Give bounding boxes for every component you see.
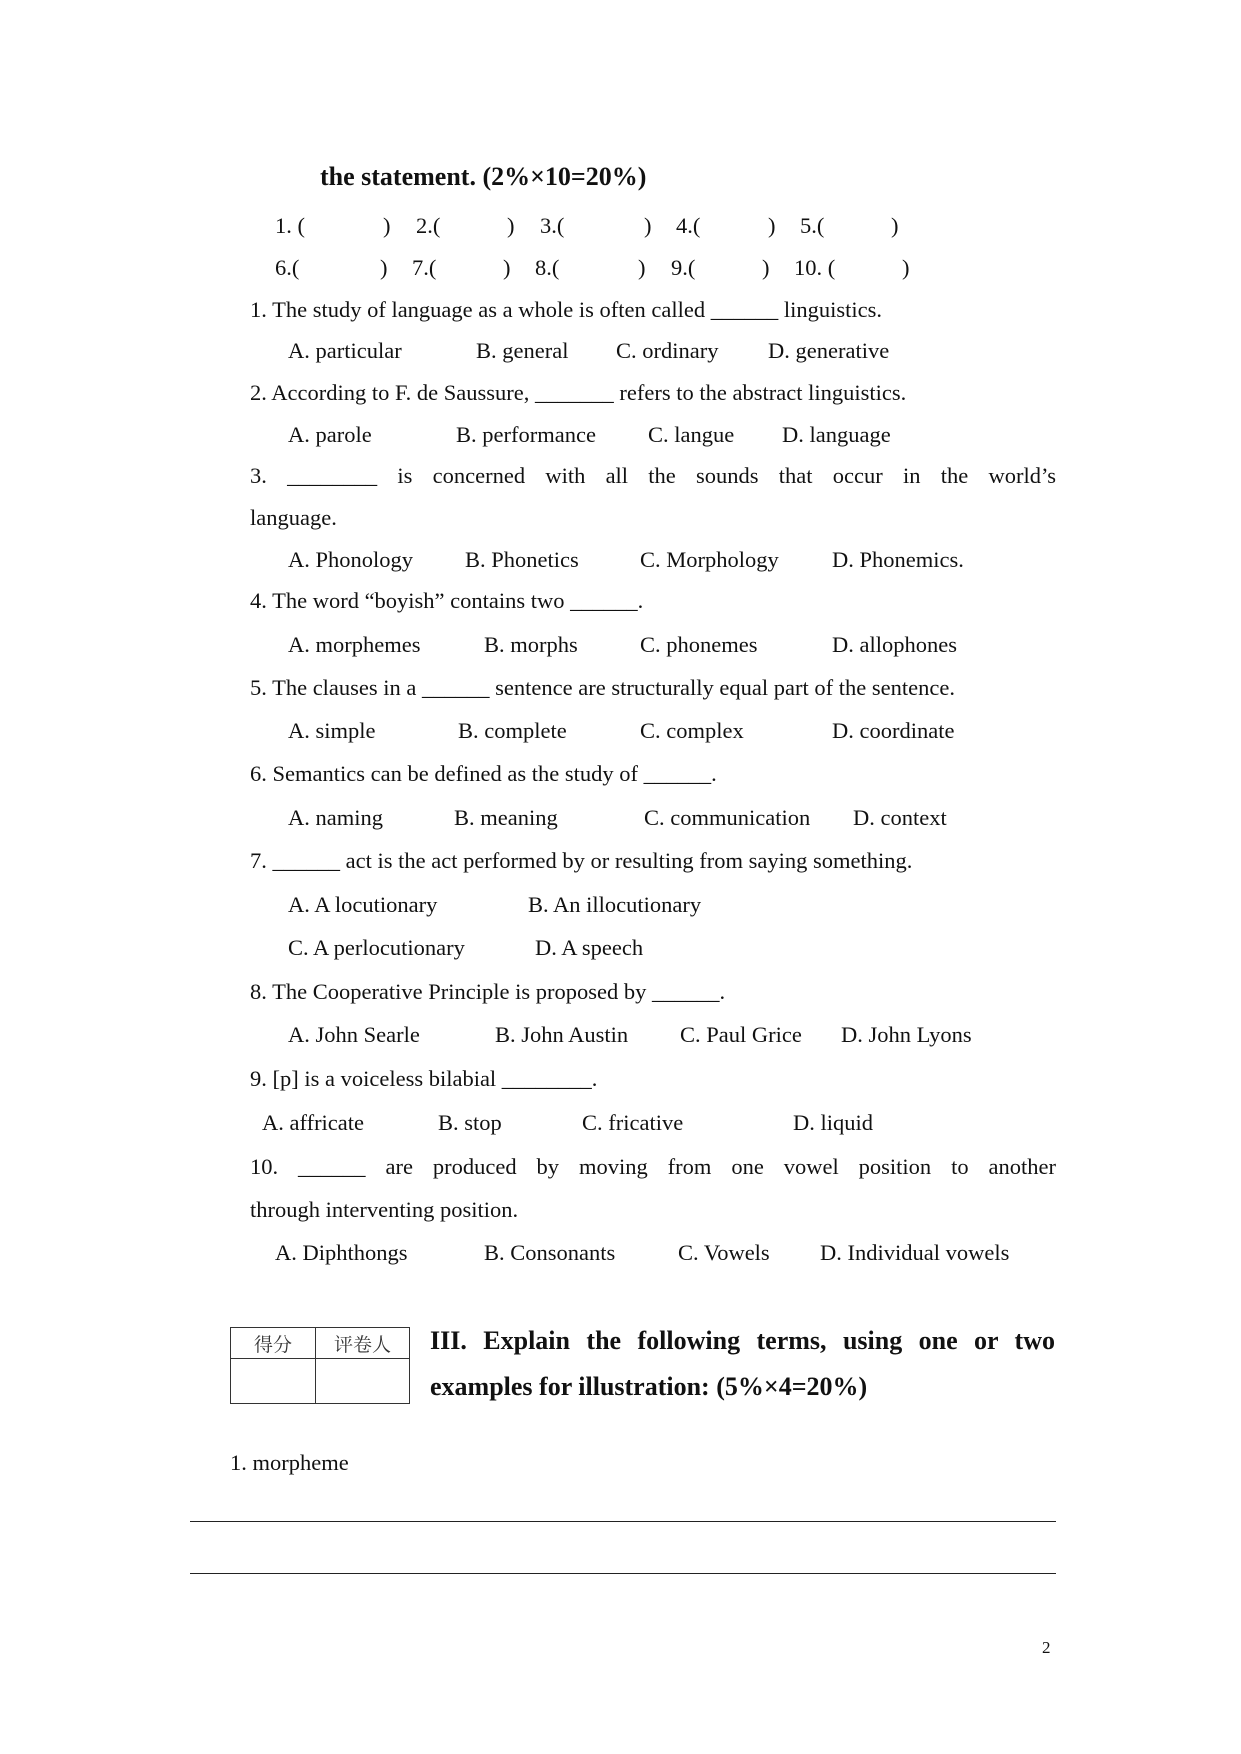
question-option: C. Vowels bbox=[678, 1240, 770, 1265]
question-stem: 8. The Cooperative Principle is proposed by ______. bbox=[250, 979, 726, 1004]
term-label: 1. morpheme bbox=[230, 1450, 349, 1475]
answer-blank-close: ) bbox=[762, 255, 770, 280]
answer-blank-label: 4.( bbox=[676, 213, 701, 238]
question-option: D. generative bbox=[768, 338, 890, 363]
question-stem: 4. The word “boyish” contains two ______. bbox=[250, 588, 644, 613]
grader-header: 评卷人 bbox=[316, 1328, 410, 1359]
question-option: A. particular bbox=[288, 338, 402, 363]
question-option: B. complete bbox=[458, 718, 567, 743]
question-option: D. liquid bbox=[793, 1110, 874, 1135]
section-title-line-1: III. Explain the following terms, using one or two bbox=[430, 1326, 1055, 1355]
question-option: D. A speech bbox=[535, 935, 644, 960]
question-option: D. Phonemics. bbox=[832, 547, 964, 572]
question-stem: 10. ______ are produced by moving from one vowel position to another bbox=[250, 1154, 1056, 1179]
question-stem: 1. The study of language as a whole is often called ______ linguistics. bbox=[250, 297, 882, 322]
section-instruction: the statement. (2%×10=20%) bbox=[320, 162, 647, 191]
question-option: D. John Lyons bbox=[841, 1022, 972, 1047]
question-option: B. An illocutionary bbox=[528, 892, 702, 917]
question-stem: 6. Semantics can be defined as the study of ______. bbox=[250, 761, 717, 786]
section-title bbox=[430, 1318, 1055, 1410]
question-option: D. Individual vowels bbox=[820, 1240, 1010, 1265]
answer-blank-close: ) bbox=[902, 255, 910, 280]
question-option: C. A perlocutionary bbox=[288, 935, 465, 960]
question-option: A. Phonology bbox=[288, 547, 414, 572]
score-cell[interactable] bbox=[231, 1359, 316, 1404]
answer-blank-close: ) bbox=[768, 213, 776, 238]
answer-blank-label: 8.( bbox=[535, 255, 560, 280]
question-option: C. complex bbox=[640, 718, 744, 743]
question-option: D. context bbox=[853, 805, 947, 830]
answer-blank-label: 6.( bbox=[275, 255, 300, 280]
question-option: C. phonemes bbox=[640, 632, 758, 657]
question-option: B. Phonetics bbox=[465, 547, 579, 572]
question-option: D. allophones bbox=[832, 632, 957, 657]
question-option: A. parole bbox=[288, 422, 372, 447]
grader-cell[interactable] bbox=[316, 1359, 410, 1404]
answer-blank-label: 5.( bbox=[800, 213, 825, 238]
question-option: A. affricate bbox=[262, 1110, 365, 1135]
answer-blank-close: ) bbox=[507, 213, 515, 238]
answer-blank-label: 10. ( bbox=[794, 255, 836, 280]
question-option: B. Consonants bbox=[484, 1240, 616, 1265]
question-option: B. meaning bbox=[454, 805, 558, 830]
score-table bbox=[230, 1327, 410, 1404]
question-option: A. morphemes bbox=[288, 632, 421, 657]
question-option: C. fricative bbox=[582, 1110, 684, 1135]
answer-blank-label: 9.( bbox=[671, 255, 696, 280]
answer-blank-close: ) bbox=[891, 213, 899, 238]
answer-line[interactable] bbox=[190, 1521, 1056, 1522]
answer-line[interactable] bbox=[190, 1573, 1056, 1574]
score-header: 得分 bbox=[231, 1328, 316, 1359]
question-option: A. naming bbox=[288, 805, 383, 830]
question-option: D. coordinate bbox=[832, 718, 955, 743]
answer-blank-label: 1. ( bbox=[275, 213, 305, 238]
question-stem: 7. ______ act is the act performed by or resulting from saying something. bbox=[250, 848, 913, 873]
question-option: A. Diphthongs bbox=[275, 1240, 408, 1265]
question-stem: 2. According to F. de Saussure, _______ refers to the abstract linguistics. bbox=[250, 380, 907, 405]
answer-blank-close: ) bbox=[644, 213, 652, 238]
answer-blank-label: 2.( bbox=[416, 213, 441, 238]
question-option: A. simple bbox=[288, 718, 376, 743]
question-option: B. performance bbox=[456, 422, 596, 447]
question-stem-continued: language. bbox=[250, 505, 337, 530]
answer-blank-close: ) bbox=[638, 255, 646, 280]
question-option: A. John Searle bbox=[288, 1022, 420, 1047]
question-option: C. Morphology bbox=[640, 547, 779, 572]
answer-blank-close: ) bbox=[380, 255, 388, 280]
question-option: B. morphs bbox=[484, 632, 578, 657]
question-stem: 9. [p] is a voiceless bilabial ________. bbox=[250, 1066, 598, 1091]
question-option: D. language bbox=[782, 422, 891, 447]
question-option: C. Paul Grice bbox=[680, 1022, 802, 1047]
question-option: B. general bbox=[476, 338, 569, 363]
section-title-line-2: examples for illustration: (5%×4=20%) bbox=[430, 1372, 868, 1401]
question-option: C. ordinary bbox=[616, 338, 719, 363]
answer-blank-close: ) bbox=[383, 213, 391, 238]
answer-blank-label: 3.( bbox=[540, 213, 565, 238]
question-option: C. communication bbox=[644, 805, 811, 830]
question-option: C. langue bbox=[648, 422, 735, 447]
answer-blank-label: 7.( bbox=[412, 255, 437, 280]
question-stem: 3. ________ is concerned with all the sounds that occur in the world’s bbox=[250, 463, 1056, 488]
question-stem: 5. The clauses in a ______ sentence are structurally equal part of the sentence. bbox=[250, 675, 955, 700]
page-number: 2 bbox=[1042, 1638, 1051, 1657]
answer-blank-close: ) bbox=[503, 255, 511, 280]
question-stem-continued: through interventing position. bbox=[250, 1197, 519, 1222]
question-option: B. stop bbox=[438, 1110, 502, 1135]
question-option: A. A locutionary bbox=[288, 892, 438, 917]
question-option: B. John Austin bbox=[495, 1022, 629, 1047]
